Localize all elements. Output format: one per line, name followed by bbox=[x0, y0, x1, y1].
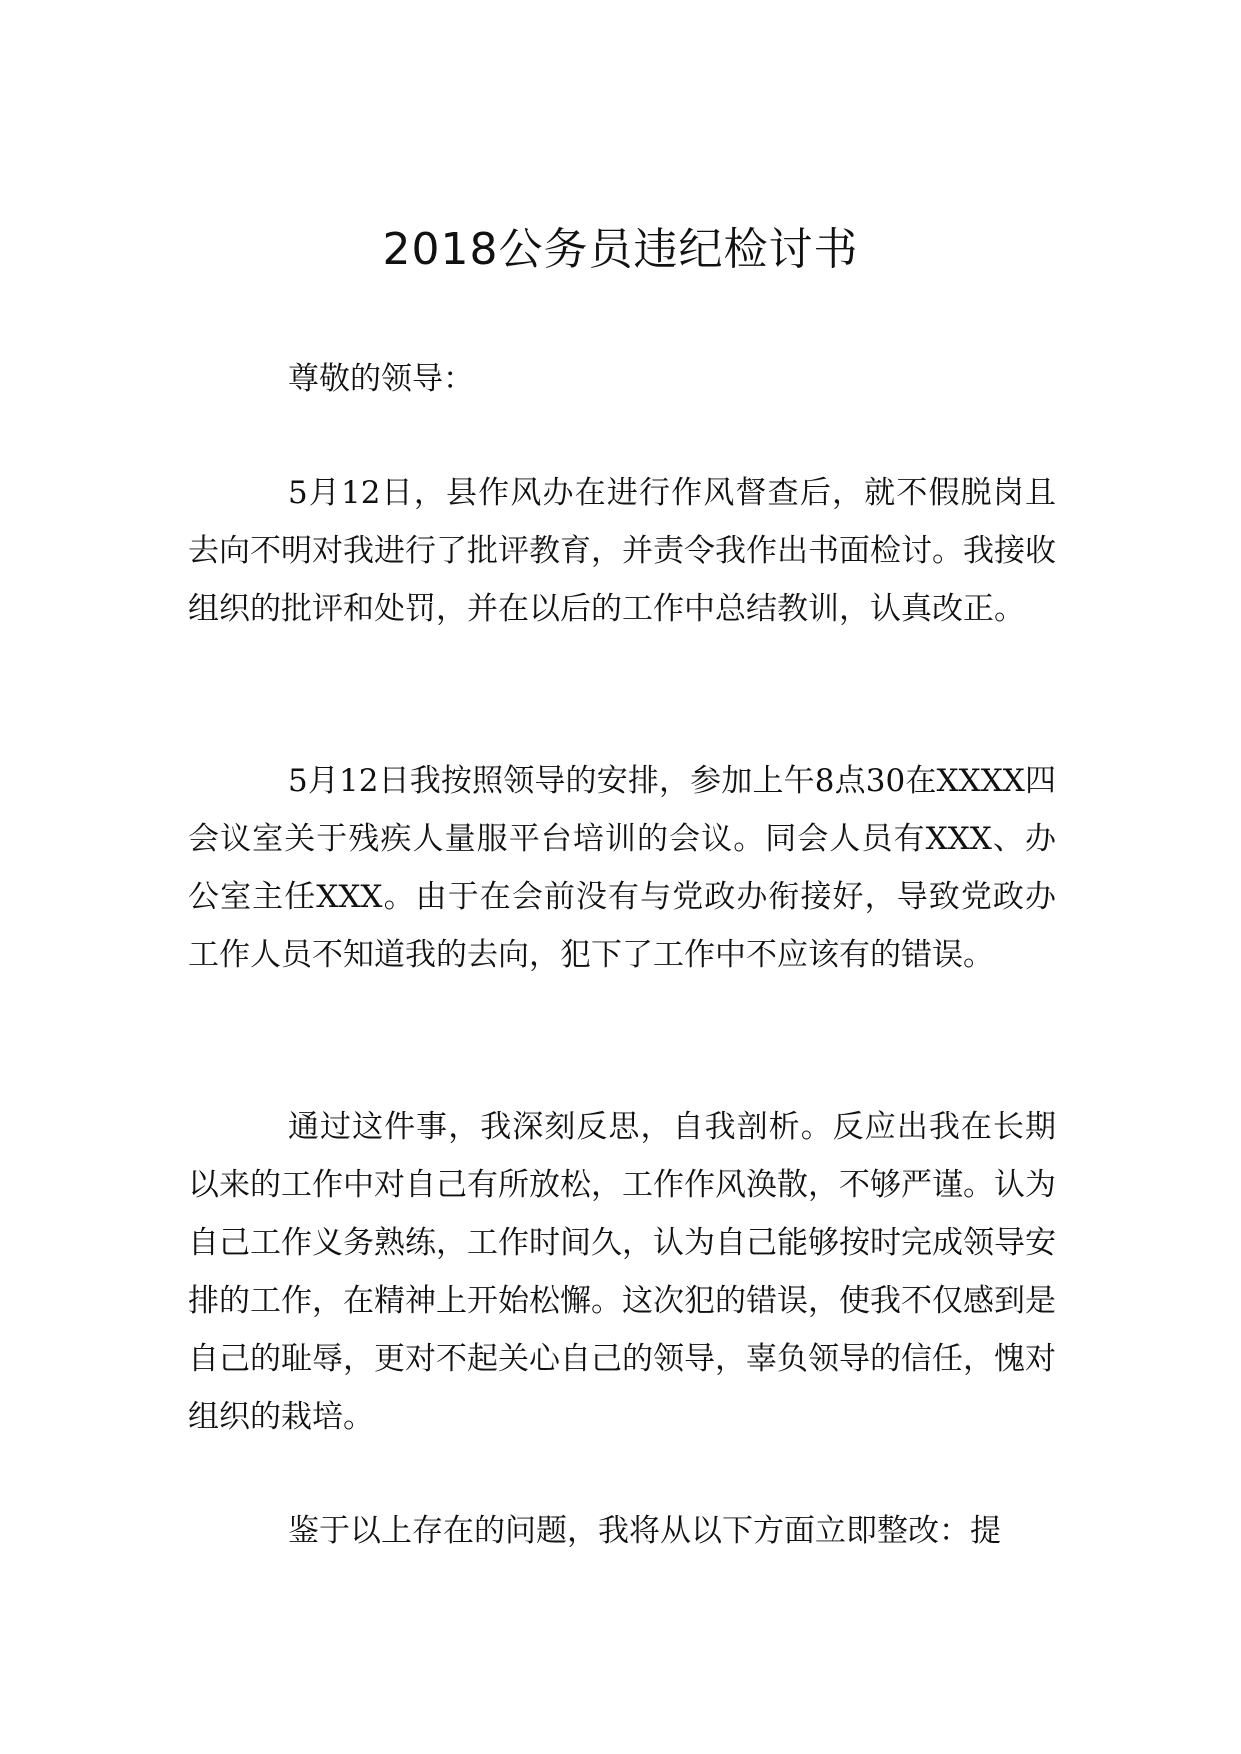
paragraph-2: 5月12日我按照领导的安排，参加上午8点30在XXXX四会议室关于残疾人量服平台培训的会议。同会人员有XXX、办公室主任XXX。由于在会前没有与党政办衔接好，导致党政办工作人员不知道我的去向，犯下了工作中不应该有的错误。 bbox=[188, 763, 1056, 973]
paragraph-1: 5月12日，县作风办在进行作风督查后，就不假脱岗且去向不明对我进行了批评教育，并责令我作出书面检讨。我接收组织的批评和处罚，并在以后的工作中总结教训，认真改正。 bbox=[188, 475, 1056, 627]
document-title: 2018公务员违纪检讨书 bbox=[382, 224, 859, 275]
paragraph-4: 鉴于以上存在的问题，我将从以下方面立即整改：提 bbox=[288, 1513, 1001, 1549]
paragraph-3: 通过这件事，我深刻反思，自我剖析。反应出我在长期以来的工作中对自己有所放松，工作作风涣散，不够严谨。认为自己工作义务熟练，工作时间久，认为自己能够按时完成领导安排的工作，在精神上开始松懈。这次犯的错误，使我不仅感到是自己的耻辱，更对不起关心自己的领导，辜负领导的信任，愧对组织的栽培。 bbox=[188, 1109, 1056, 1435]
salutation: 尊敬的领导： bbox=[288, 361, 474, 397]
